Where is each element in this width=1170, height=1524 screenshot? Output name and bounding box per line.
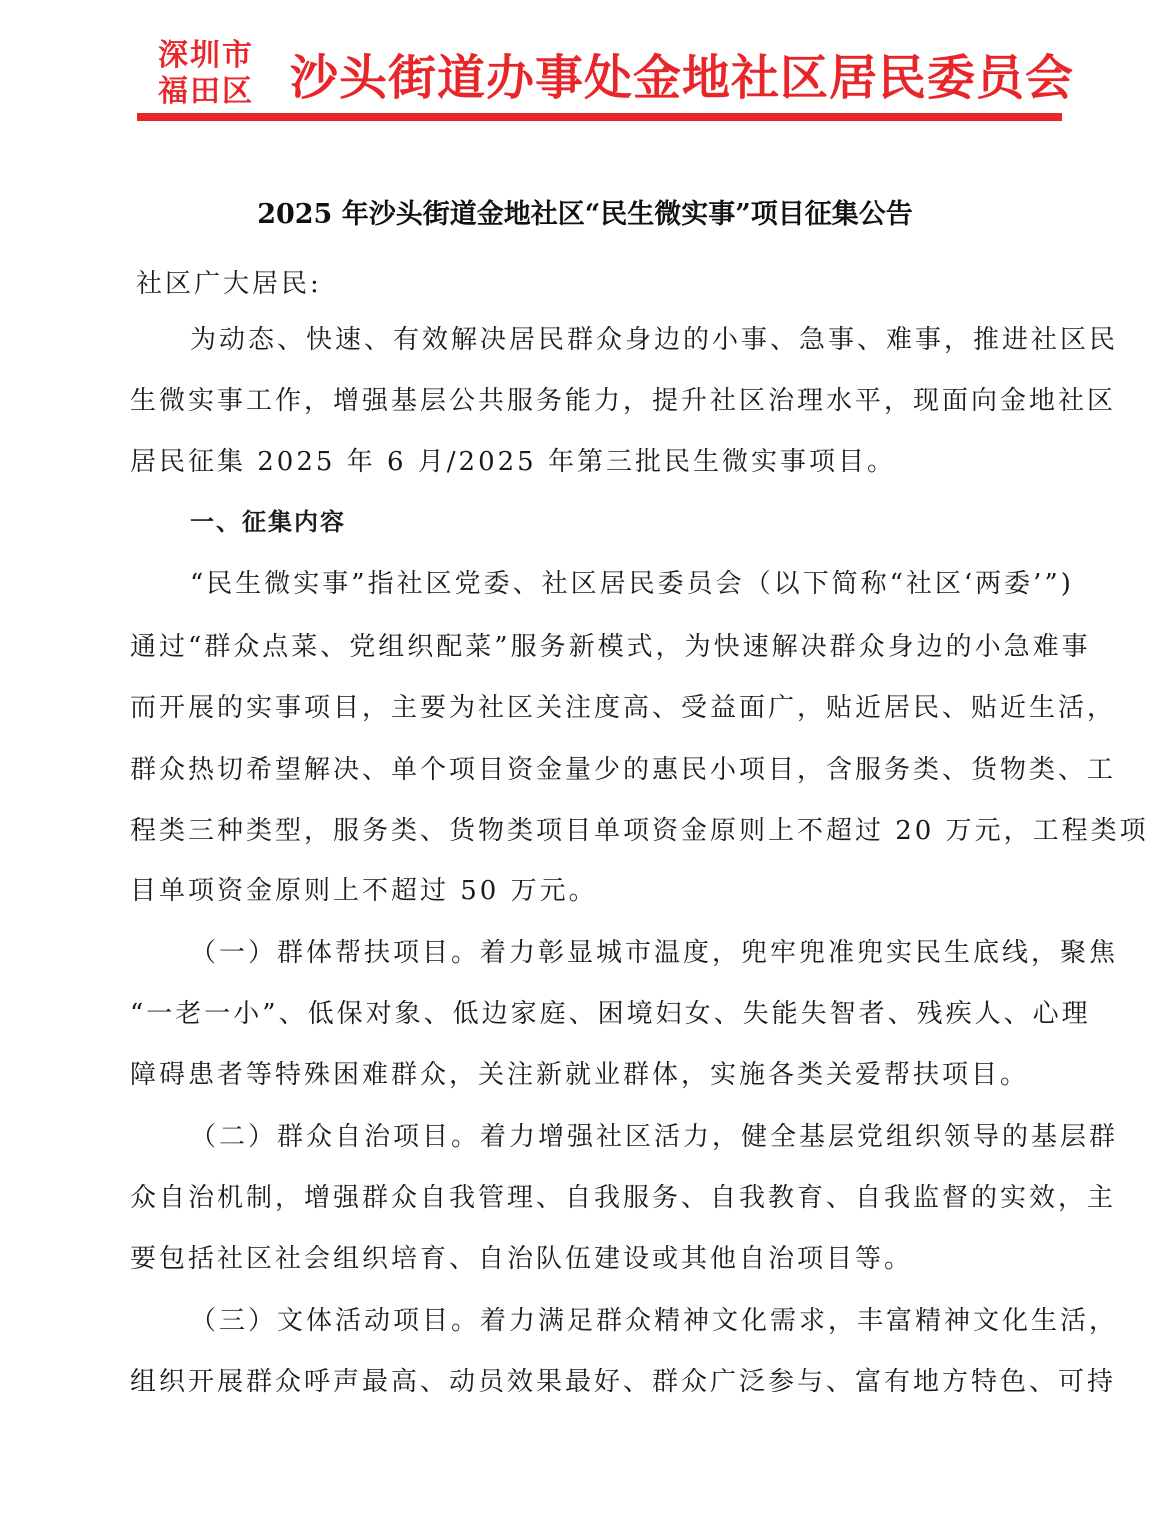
para2-line6: 目单项资金原则上不超过 50 万元。: [130, 876, 598, 906]
para4-line1: （二）群众自治项目。着力增强社区活力，健全基层党组织领导的基层群: [190, 1122, 1119, 1152]
letterhead-district-name: 福田区: [158, 74, 254, 109]
para5-line2: 组织开展群众呼声最高、动员效果最好、群众广泛参与、富有地方特色、可持: [130, 1367, 1117, 1397]
para1-line3: 居民征集 2025 年 6 月/2025 年第三批民生微实事项目。: [130, 447, 896, 477]
letterhead: [0, 0, 1170, 140]
para3-line3: 障碍患者等特殊困难群众，关注新就业群体，实施各类关爱帮扶项目。: [130, 1060, 1030, 1090]
para2-line2: 通过“群众点菜、党组织配菜”服务新模式，为快速解决群众身边的小急难事: [130, 632, 1091, 662]
para3-line1: （一）群体帮扶项目。着力彰显城市温度，兜牢兜准兜实民生底线，聚焦: [190, 938, 1119, 968]
letterhead-red-rule: [137, 113, 1062, 121]
para2-line4: 群众热切希望解决、单个项目资金量少的惠民小项目，含服务类、货物类、工: [130, 755, 1117, 785]
para1-line1: 为动态、快速、有效解决居民群众身边的小事、急事、难事，推进社区民: [190, 325, 1119, 355]
document-title: 2025 年沙头街道金地社区“民生微实事”项目征集公告: [257, 199, 913, 230]
letterhead-district: [158, 38, 254, 110]
salutation: 社区广大居民:: [136, 269, 322, 299]
para2-line3: 而开展的实事项目，主要为社区关注度高、受益面广，贴近居民、贴近生活，: [130, 693, 1117, 723]
para1-line2: 生微实事工作，增强基层公共服务能力，提升社区治理水平，现面向金地社区: [130, 386, 1117, 416]
section1-heading: 一、征集内容: [190, 508, 346, 536]
para5-line1: （三）文体活动项目。着力满足群众精神文化需求，丰富精神文化生活，: [190, 1306, 1119, 1336]
para4-line3: 要包括社区社会组织培育、自治队伍建设或其他自治项目等。: [130, 1244, 914, 1274]
letterhead-city: 深圳市: [158, 38, 254, 73]
letterhead-organization: 沙头街道办事处金地社区居民委员会: [290, 50, 1075, 106]
para2-line5: 程类三种类型，服务类、货物类项目单项资金原则上不超过 20 万元，工程类项: [130, 816, 1149, 846]
para4-line2: 众自治机制，增强群众自我管理、自我服务、自我教育、自我监督的实效，主: [130, 1183, 1117, 1213]
para2-line1: “民生微实事”指社区党委、社区居民委员会（以下简称“社区‘两委’”): [190, 569, 1074, 599]
para3-line2: “一老一小”、低保对象、低边家庭、困境妇女、失能失智者、残疾人、心理: [130, 999, 1091, 1029]
